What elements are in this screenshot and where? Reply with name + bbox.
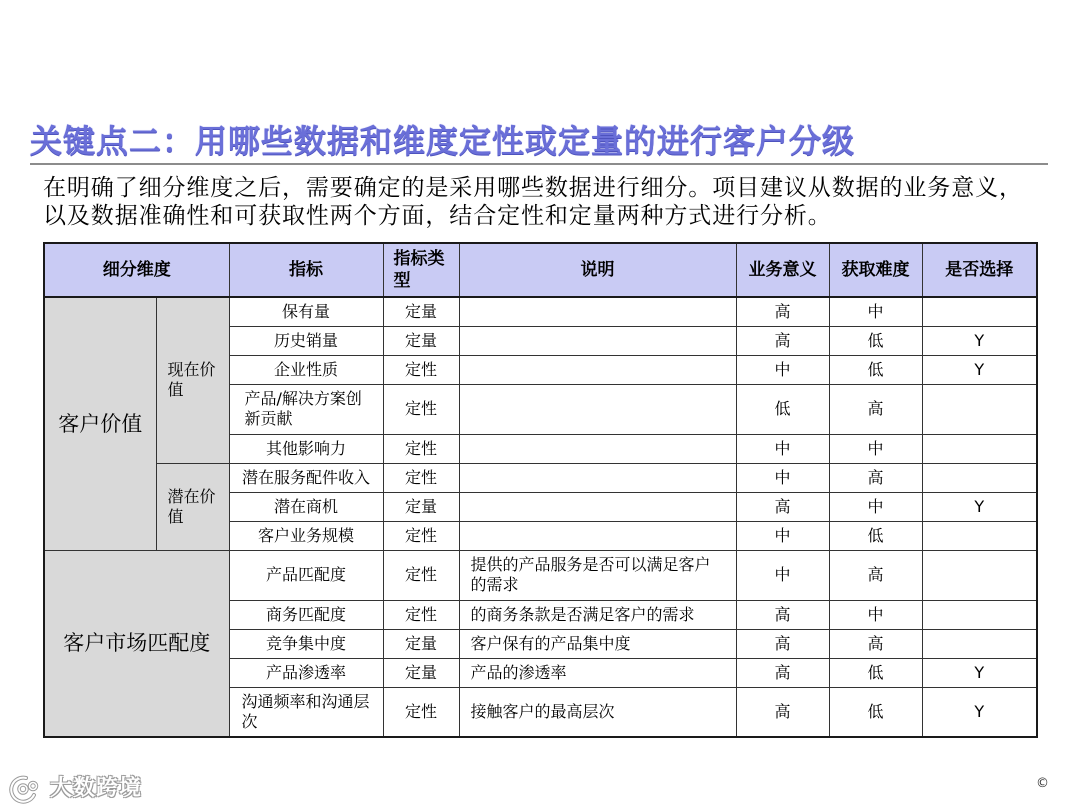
difficulty-cell: 高: [829, 463, 922, 492]
dimension-group-customer-value: 客户价值: [44, 297, 156, 550]
difficulty-cell: 低: [829, 521, 922, 550]
indicator-cell: 潜在服务配件收入: [229, 463, 383, 492]
difficulty-cell: 高: [829, 384, 922, 434]
copyright-mark: ©: [1036, 776, 1049, 791]
description-cell: [459, 384, 736, 434]
selected-cell: Y: [922, 658, 1037, 687]
header-description: 说明: [459, 243, 736, 297]
business-meaning-cell: 高: [736, 600, 829, 629]
description-cell: [459, 434, 736, 463]
table-body: [44, 297, 1037, 737]
indicator-cell: 保有量: [229, 297, 383, 326]
indicator-cell: 竞争集中度: [229, 629, 383, 658]
indicator-cell: 产品/解决方案创新贡献: [229, 384, 383, 434]
indicator-type-cell: 定性: [383, 355, 459, 384]
indicator-type-cell: 定性: [383, 687, 459, 737]
dimension-group-market-fit: 客户市场匹配度: [44, 550, 229, 737]
business-meaning-cell: 高: [736, 658, 829, 687]
difficulty-cell: 低: [829, 326, 922, 355]
segmentation-table: [43, 242, 1038, 738]
difficulty-cell: 高: [829, 629, 922, 658]
description-cell: [459, 355, 736, 384]
difficulty-cell: 中: [829, 492, 922, 521]
description-cell: 的商务条款是否满足客户的需求: [459, 600, 736, 629]
indicator-type-cell: 定性: [383, 550, 459, 600]
header-business-meaning: 业务意义: [736, 243, 829, 297]
indicator-cell: 沟通频率和沟通层次: [229, 687, 383, 737]
difficulty-cell: 低: [829, 658, 922, 687]
description-cell: 客户保有的产品集中度: [459, 629, 736, 658]
description-cell: [459, 521, 736, 550]
description-cell: 提供的产品服务是否可以满足客户的需求: [459, 550, 736, 600]
selected-cell: [922, 521, 1037, 550]
brand-logo-icon: [6, 774, 42, 804]
indicator-cell: 客户业务规模: [229, 521, 383, 550]
description-cell: [459, 492, 736, 521]
indicator-type-cell: 定性: [383, 384, 459, 434]
header-acquisition-difficulty: 获取难度: [829, 243, 922, 297]
business-meaning-cell: 低: [736, 384, 829, 434]
indicator-type-cell: 定性: [383, 434, 459, 463]
selected-cell: Y: [922, 326, 1037, 355]
business-meaning-cell: 中: [736, 550, 829, 600]
header-indicator-type: 指标类型: [383, 243, 459, 297]
indicator-type-cell: 定量: [383, 492, 459, 521]
difficulty-cell: 低: [829, 355, 922, 384]
slide-title: 关键点二：用哪些数据和维度定性或定量的进行客户分级: [30, 122, 856, 160]
description-cell: 产品的渗透率: [459, 658, 736, 687]
intro-paragraph: 在明确了细分维度之后，需要确定的是采用哪些数据进行细分。项目建议从数据的业务意义，以及数据准确性和可获取性两个方面，结合定性和定量两种方式进行分析。: [43, 175, 1023, 229]
indicator-type-cell: 定量: [383, 658, 459, 687]
business-meaning-cell: 中: [736, 463, 829, 492]
description-cell: [459, 297, 736, 326]
watermark: [6, 773, 142, 805]
description-cell: 接触客户的最高层次: [459, 687, 736, 737]
indicator-cell: 历史销量: [229, 326, 383, 355]
table-row: [44, 463, 1037, 492]
selected-cell: [922, 434, 1037, 463]
indicator-cell: 商务匹配度: [229, 600, 383, 629]
difficulty-cell: 中: [829, 600, 922, 629]
indicator-cell: 潜在商机: [229, 492, 383, 521]
business-meaning-cell: 高: [736, 326, 829, 355]
business-meaning-cell: 中: [736, 434, 829, 463]
selected-cell: [922, 384, 1037, 434]
header-dimension: 细分维度: [44, 243, 229, 297]
difficulty-cell: 高: [829, 550, 922, 600]
selected-cell: [922, 297, 1037, 326]
indicator-type-cell: 定量: [383, 629, 459, 658]
selected-cell: Y: [922, 687, 1037, 737]
table-head: [44, 243, 1037, 297]
table-row: [44, 297, 1037, 326]
indicator-cell: 企业性质: [229, 355, 383, 384]
selected-cell: [922, 600, 1037, 629]
dimension-subgroup-current-value: 现在价值: [156, 297, 229, 463]
difficulty-cell: 低: [829, 687, 922, 737]
header-selected: 是否选择: [922, 243, 1037, 297]
indicator-cell: 产品匹配度: [229, 550, 383, 600]
title-divider: [30, 163, 1048, 165]
business-meaning-cell: 高: [736, 629, 829, 658]
description-cell: [459, 463, 736, 492]
description-cell: [459, 326, 736, 355]
indicator-type-cell: 定性: [383, 600, 459, 629]
selected-cell: [922, 463, 1037, 492]
table-row: [44, 550, 1037, 600]
business-meaning-cell: 中: [736, 521, 829, 550]
selected-cell: Y: [922, 355, 1037, 384]
difficulty-cell: 中: [829, 297, 922, 326]
indicator-type-cell: 定性: [383, 463, 459, 492]
watermark-text: 大数跨境: [50, 776, 143, 801]
difficulty-cell: 中: [829, 434, 922, 463]
indicator-type-cell: 定量: [383, 326, 459, 355]
dimension-subgroup-potential-value: 潜在价值: [156, 463, 229, 550]
selected-cell: [922, 629, 1037, 658]
business-meaning-cell: 高: [736, 492, 829, 521]
selected-cell: [922, 550, 1037, 600]
table-header-row: [44, 243, 1037, 297]
indicator-cell: 其他影响力: [229, 434, 383, 463]
business-meaning-cell: 高: [736, 297, 829, 326]
business-meaning-cell: 中: [736, 355, 829, 384]
selected-cell: Y: [922, 492, 1037, 521]
indicator-type-cell: 定量: [383, 297, 459, 326]
business-meaning-cell: 高: [736, 687, 829, 737]
indicator-type-cell: 定性: [383, 521, 459, 550]
indicator-cell: 产品渗透率: [229, 658, 383, 687]
header-indicator: 指标: [229, 243, 383, 297]
